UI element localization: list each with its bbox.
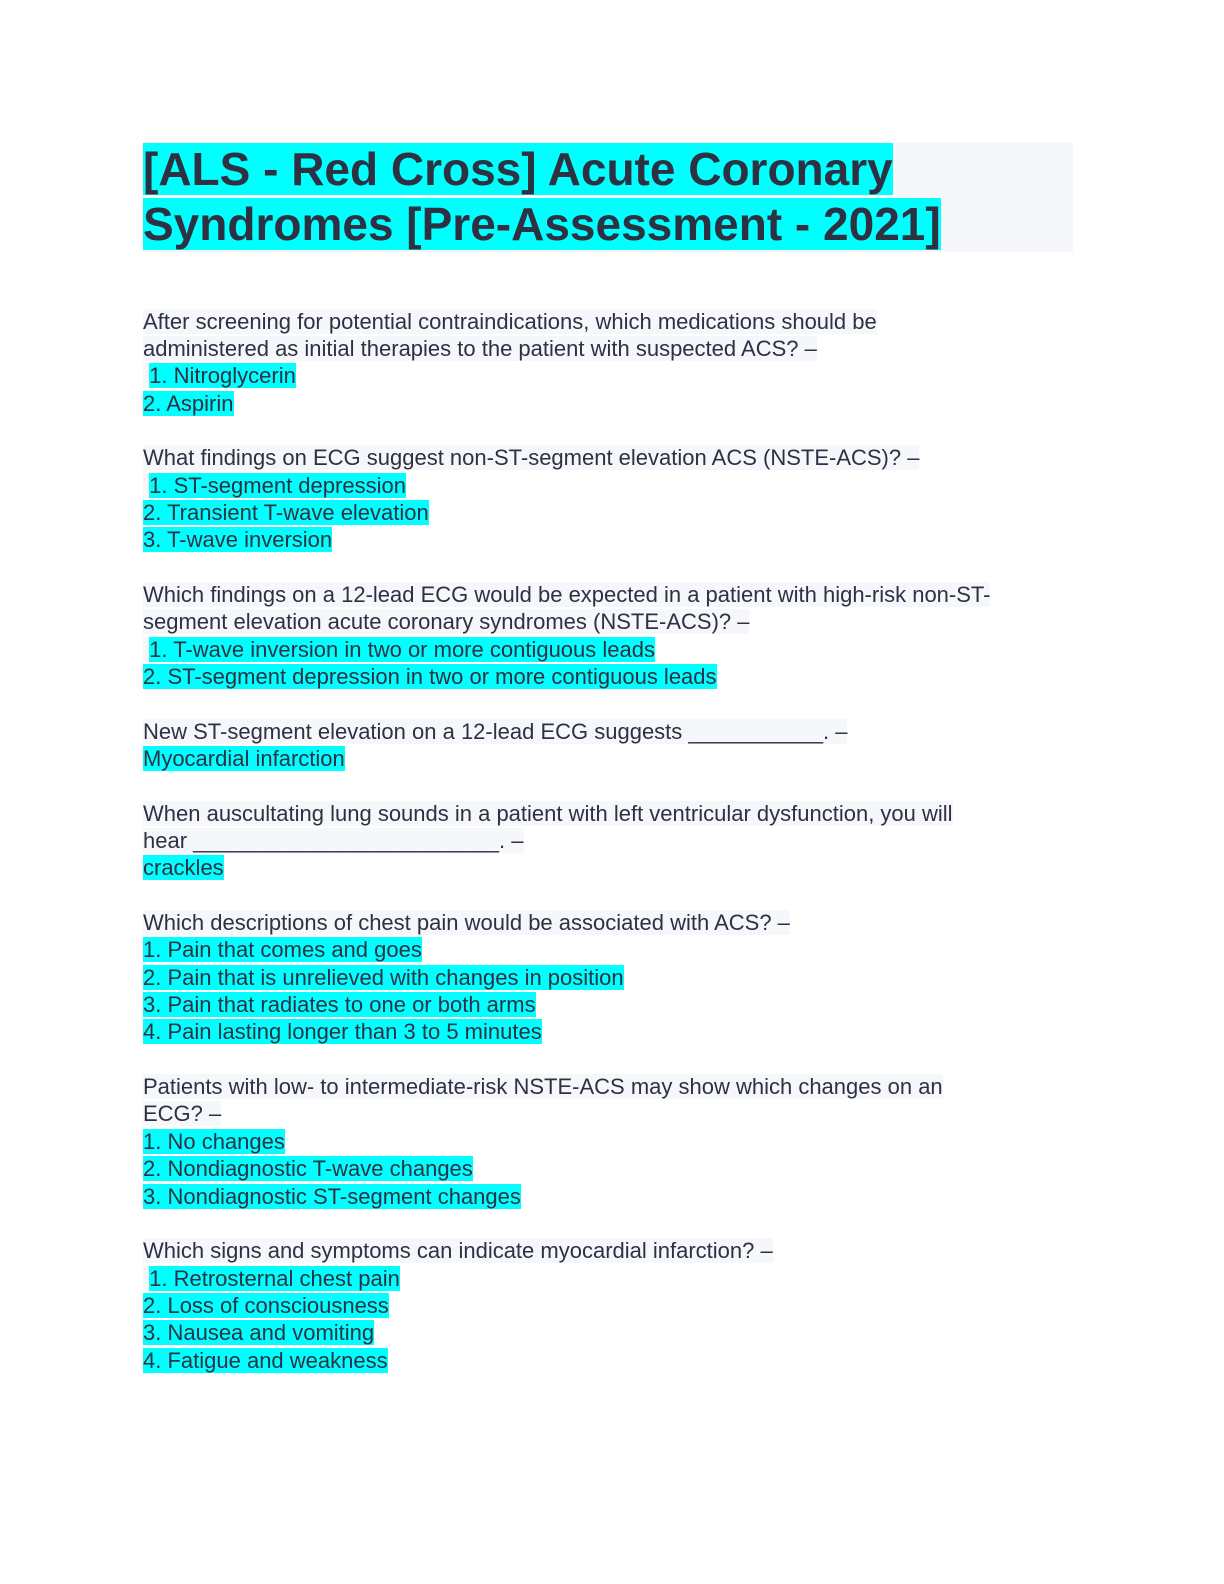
answer-line bbox=[143, 964, 1083, 991]
question-block bbox=[143, 1237, 1083, 1374]
question-line bbox=[143, 1100, 1083, 1127]
question-line bbox=[143, 718, 1083, 745]
answer-line bbox=[143, 663, 1083, 690]
question-block bbox=[143, 308, 1083, 417]
question-text: Which signs and symptoms can indicate myocardial infarction? – bbox=[143, 1238, 773, 1264]
answer-text: 4. Fatigue and weakness bbox=[143, 1347, 388, 1373]
question-text: Which findings on a 12-lead ECG would be expected in a patient with high-risk non-ST- bbox=[143, 581, 991, 607]
answer-line bbox=[143, 362, 1083, 389]
answer-text: 3. T-wave inversion bbox=[143, 527, 333, 553]
question-text: hear _________________________. – bbox=[143, 828, 524, 854]
answer-line bbox=[143, 472, 1083, 499]
answer-line bbox=[143, 390, 1083, 417]
answer-text: 2. ST-segment depression in two or more contiguous leads bbox=[143, 663, 717, 689]
spacer bbox=[143, 690, 1083, 717]
question-line bbox=[143, 800, 1083, 827]
answer-line bbox=[143, 1183, 1083, 1210]
answer-line bbox=[143, 1292, 1083, 1319]
question-text: After screening for potential contraindications, which medications should be bbox=[143, 308, 877, 334]
answer-text: 4. Pain lasting longer than 3 to 5 minutes bbox=[143, 1019, 542, 1045]
spacer bbox=[143, 882, 1083, 909]
answer-line bbox=[143, 1265, 1083, 1292]
question-text: What findings on ECG suggest non-ST-segment elevation ACS (NSTE-ACS)? – bbox=[143, 445, 920, 471]
question-text: When auscultating lung sounds in a patient with left ventricular dysfunction, you will bbox=[143, 800, 953, 826]
answer-text: 2. Transient T-wave elevation bbox=[143, 499, 429, 525]
question-line bbox=[143, 444, 1083, 471]
question-line bbox=[143, 308, 1083, 335]
spacer bbox=[143, 772, 1083, 799]
question-line bbox=[143, 608, 1083, 635]
answer-text: crackles bbox=[143, 855, 224, 881]
answer-line bbox=[143, 636, 1083, 663]
question-line bbox=[143, 827, 1083, 854]
answer-text: 2. Nondiagnostic T-wave changes bbox=[143, 1156, 473, 1182]
answer-text: 1. ST-segment depression bbox=[149, 472, 406, 498]
answer-line bbox=[143, 499, 1083, 526]
answer-line bbox=[143, 526, 1083, 553]
question-text: ECG? – bbox=[143, 1101, 222, 1127]
title-line: [ALS - Red Cross] Acute Coronary bbox=[143, 143, 893, 195]
answer-text: 2. Aspirin bbox=[143, 390, 234, 416]
document-title bbox=[143, 142, 1073, 252]
answer-text: 1. No changes bbox=[143, 1128, 285, 1154]
question-text: Patients with low- to intermediate-risk NSTE-ACS may show which changes on an bbox=[143, 1074, 943, 1100]
answer-line bbox=[143, 1128, 1083, 1155]
question-text: New ST-segment elevation on a 12-lead ECG suggests ___________. – bbox=[143, 718, 848, 744]
spacer bbox=[143, 554, 1083, 581]
question-line bbox=[143, 1237, 1083, 1264]
answer-text: 1. Pain that comes and goes bbox=[143, 937, 422, 963]
answer-line bbox=[143, 1319, 1083, 1346]
question-line bbox=[143, 1073, 1083, 1100]
question-text: Which descriptions of chest pain would be associated with ACS? – bbox=[143, 910, 790, 936]
question-block bbox=[143, 909, 1083, 1046]
question-line bbox=[143, 335, 1083, 362]
answer-line bbox=[143, 745, 1083, 772]
question-block bbox=[143, 444, 1083, 553]
question-list bbox=[143, 308, 1083, 1374]
answer-text: Myocardial infarction bbox=[143, 746, 345, 771]
question-line bbox=[143, 581, 1083, 608]
answer-text: 3. Nausea and vomiting bbox=[143, 1320, 375, 1346]
question-block bbox=[143, 1073, 1083, 1210]
answer-line bbox=[143, 1347, 1083, 1374]
answer-text: 1. T-wave inversion in two or more contiguous leads bbox=[149, 636, 655, 662]
question-block bbox=[143, 718, 1083, 773]
title-line: Syndromes [Pre-Assessment - 2021] bbox=[143, 197, 941, 250]
spacer bbox=[143, 1210, 1083, 1237]
question-text: administered as initial therapies to the patient with suspected ACS? – bbox=[143, 335, 817, 361]
answer-text: 3. Pain that radiates to one or both arms bbox=[143, 992, 536, 1018]
answer-text: 1. Retrosternal chest pain bbox=[149, 1265, 400, 1291]
answer-line bbox=[143, 991, 1083, 1018]
answer-line bbox=[143, 936, 1083, 963]
spacer bbox=[143, 417, 1083, 444]
answer-text: 1. Nitroglycerin bbox=[149, 363, 296, 389]
answer-text: 3. Nondiagnostic ST-segment changes bbox=[143, 1183, 521, 1209]
question-block bbox=[143, 800, 1083, 882]
question-block bbox=[143, 581, 1083, 690]
answer-line bbox=[143, 854, 1083, 881]
spacer bbox=[143, 1046, 1083, 1073]
answer-text: 2. Pain that is unrelieved with changes in position bbox=[143, 964, 624, 990]
question-line bbox=[143, 909, 1083, 936]
question-text: segment elevation acute coronary syndromes (NSTE-ACS)? – bbox=[143, 609, 750, 635]
answer-text: 2. Loss of consciousness bbox=[143, 1292, 389, 1318]
answer-line bbox=[143, 1018, 1083, 1045]
answer-line bbox=[143, 1155, 1083, 1182]
